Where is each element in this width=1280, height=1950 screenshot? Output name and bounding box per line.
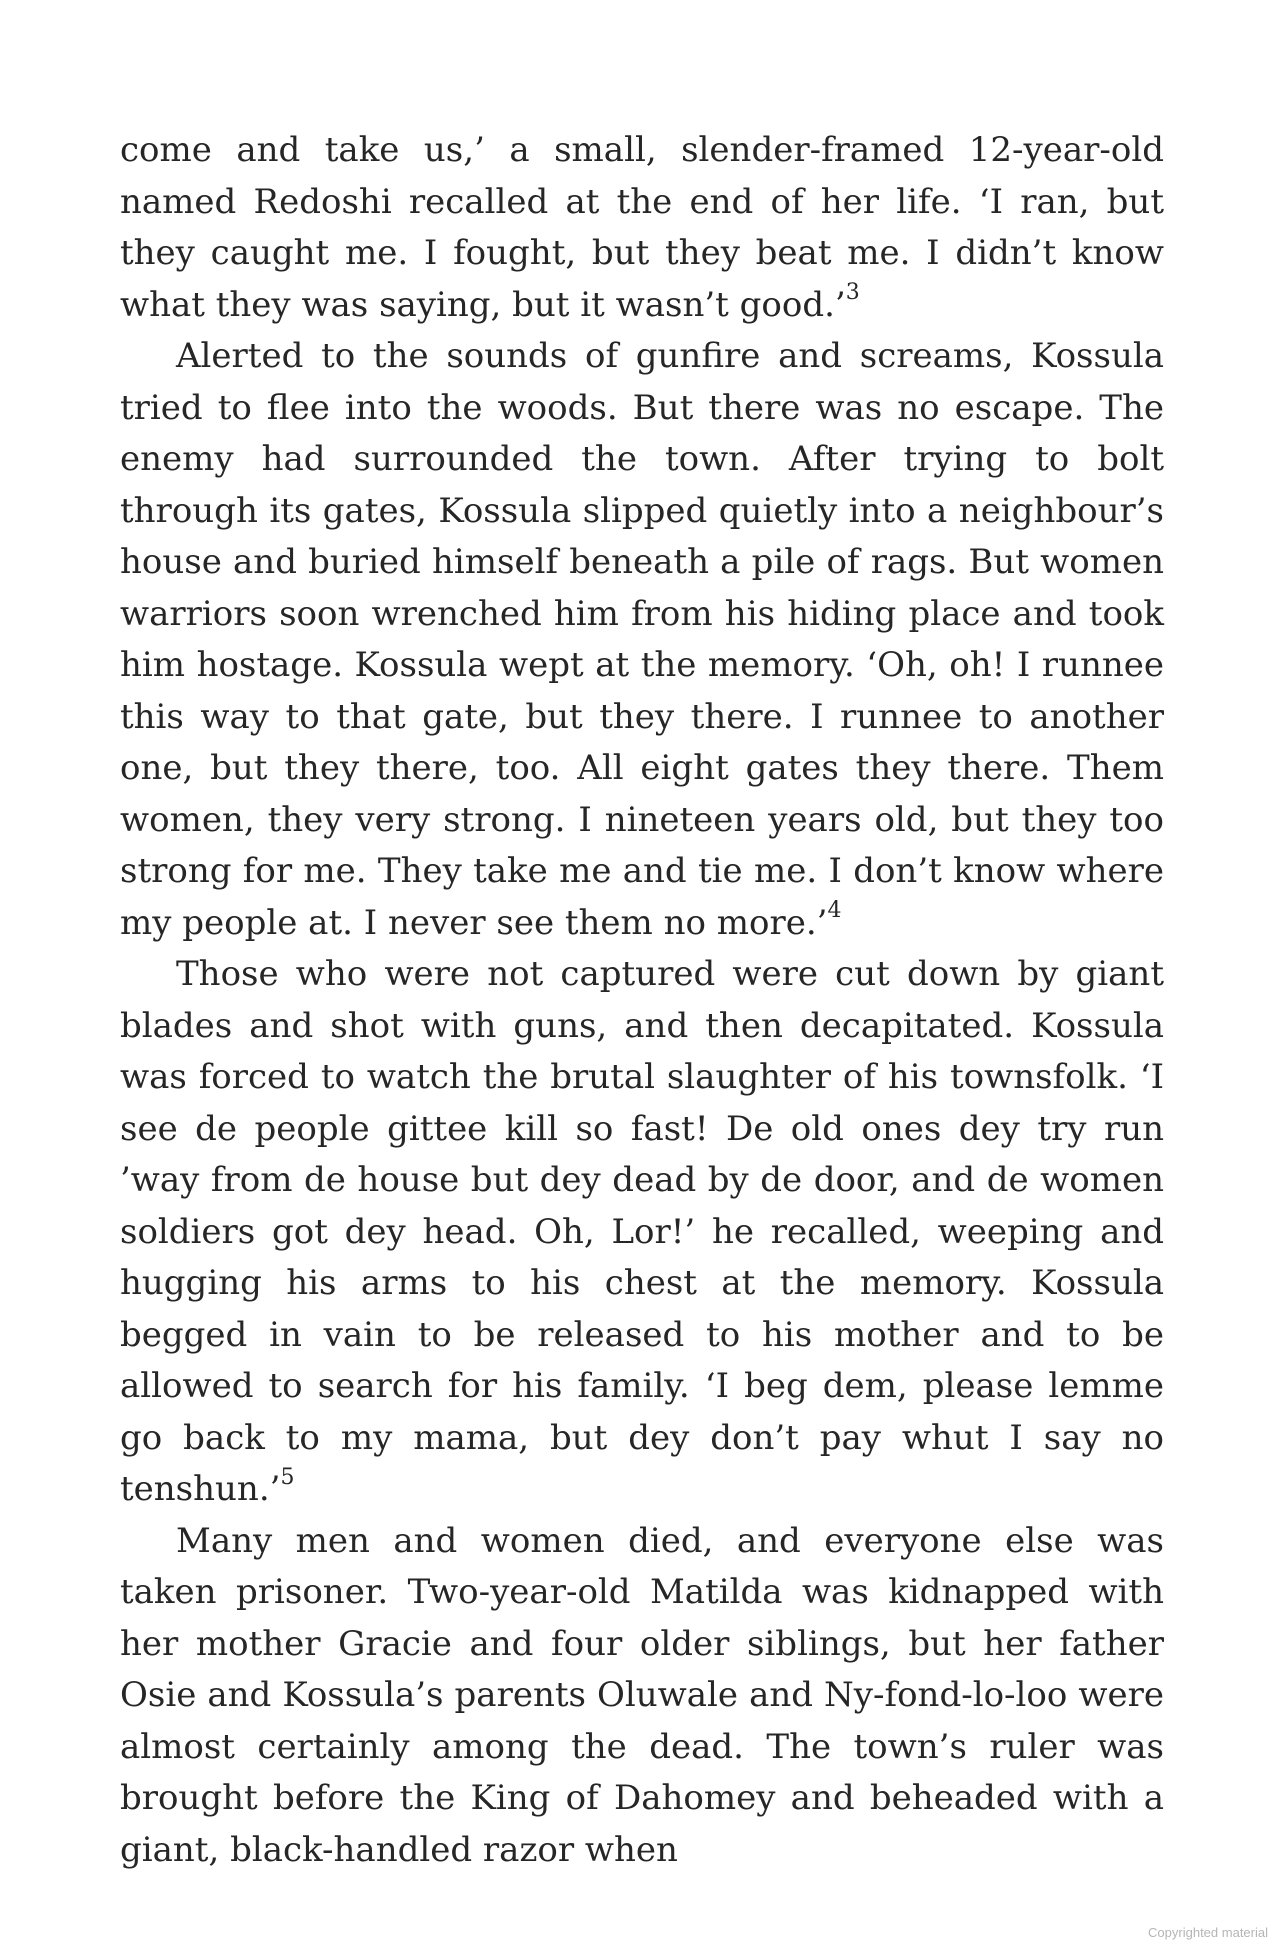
paragraph-2-text: Alerted to the sounds of gunfire and screams, Kossula tried to flee into the woods. But there was no escape. The enemy had surrounded the town. After trying to bolt through its gates, Kossula slipped quietly into a neighbour’s house and buried himself beneath a pile of rags. But women warriors soon wrenched him from his hiding place and took him hostage. Kossula wept at the memory. ‘Oh, oh! I runnee this way to that gate, but they there. I runnee to another one, but they there, too. All eight gates they there. Them women, they very strong. I nineteen years old, but they too strong for me. They take me and tie me. I don’t know where my people at. I never see them no more.’ [120, 336, 1164, 943]
footnote-marker-4: 4 [827, 898, 842, 924]
paragraph-1-text: come and take us,’ a small, slender-framed 12-year-old named Redoshi recalled at the end of her life. ‘I ran, but they caught me. I fought, but they beat me. I didn’t know what they was saying, but it wasn’t good.’ [120, 130, 1164, 325]
paragraph-2 [120, 331, 1164, 949]
paragraph-4-text: Many men and women died, and everyone else was taken prisoner. Two-year-old Matilda was kidnapped with her mother Gracie and four older siblings, but her father Osie and Kossula’s parents Oluwale and Ny-fond-lo-loo were almost certainly among the dead. The town’s ruler was brought before the King of Dahomey and beheaded with a giant, black-handled razor when [120, 1520, 1164, 1870]
book-page-body [120, 125, 1164, 1876]
footnote-marker-5: 5 [280, 1464, 295, 1490]
copyright-watermark: Copyrighted material [1148, 1925, 1268, 1940]
paragraph-4 [120, 1516, 1164, 1877]
paragraph-3-text: Those who were not captured were cut down by giant blades and shot with guns, and then decapitated. Kossula was forced to watch the brutal slaughter of his townsfolk. ‘I see de people gittee kill so fast! De old ones dey try run ’way from de house but dey dead by de door, and de women soldiers got dey head. Oh, Lor!’ he recalled, weeping and hugging his arms to his chest at the memory. Kossula begged in vain to be released to his mother and to be allowed to search for his family. ‘I beg dem, please lemme go back to my mama, but dey don’t pay whut I say no tenshun.’ [120, 954, 1164, 1509]
paragraph-1 [120, 125, 1164, 331]
footnote-marker-3: 3 [845, 280, 860, 306]
paragraph-3 [120, 949, 1164, 1516]
